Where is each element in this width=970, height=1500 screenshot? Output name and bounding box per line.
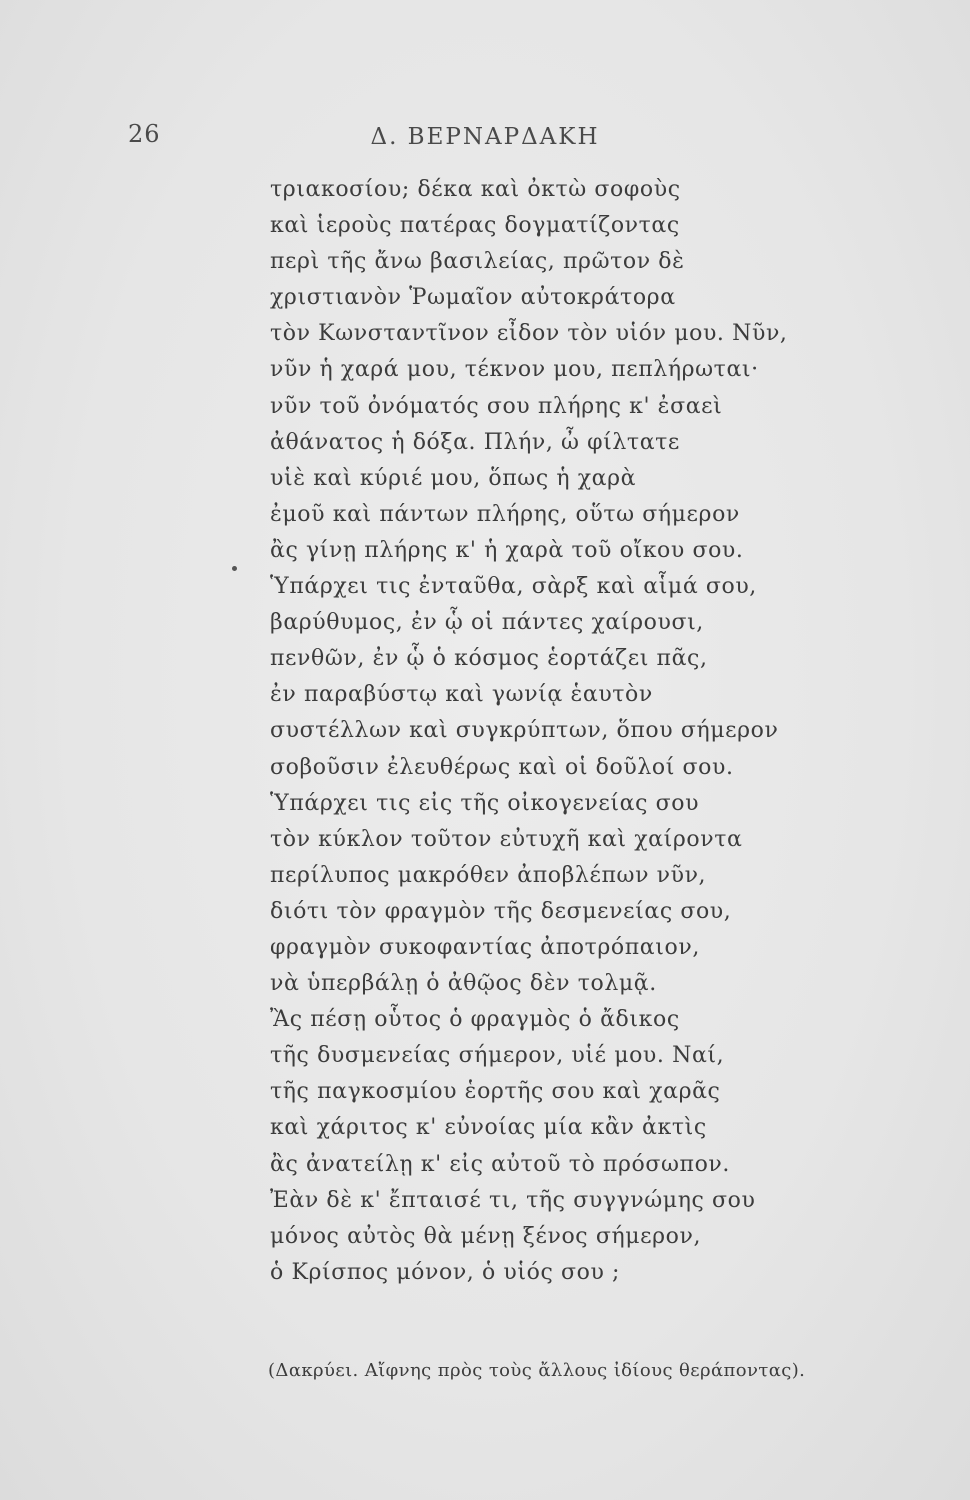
verse-line: τῆς δυσμενείας σήμερον, υἱέ μου. Ναί, — [270, 1043, 725, 1069]
verse-line: τριακοσίου; δέκα καὶ ὀκτὼ σοφοὺς — [270, 177, 681, 202]
verse-line: Ὑπάρχει τις εἰς τῆς οἰκογενείας σου — [270, 790, 700, 816]
verse-line: καὶ ἱεροὺς πατέρας δογματίζοντας — [270, 213, 680, 239]
verse-line: πενθῶν, ἐν ᾧ ὁ κόσμος ἑορτάζει πᾶς, — [270, 646, 708, 672]
verse-line: χριστιανὸν Ῥωμαῖον αὐτοκράτορα — [270, 285, 676, 311]
verse-line: μόνος αὐτὸς θὰ μένῃ ξένος σήμερον, — [270, 1223, 702, 1249]
verse-block — [270, 172, 788, 1291]
verse-line: ὁ Κρίσπος μόνον, ὁ υἱός σου ; — [270, 1259, 621, 1285]
verse-line: διότι τὸν φραγμὸν τῆς δεσμενείας σου, — [270, 898, 732, 924]
verse-line: νῦν ἡ χαρά μου, τέκνον μου, πεπλήρωται· — [270, 357, 759, 383]
verse-line: ἂς γίνῃ πλήρης κ' ἡ χαρὰ τοῦ οἴκου σου. — [270, 537, 744, 563]
verse-line: περίλυπος μακρόθεν ἀποβλέπων νῦν, — [270, 862, 707, 888]
verse-line: νῦν τοῦ ὀνόματός σου πλήρης κ' ἐσαεὶ — [270, 393, 723, 419]
verse-line: συστέλλων καὶ συγκρύπτων, ὅπου σήμερον — [270, 718, 779, 744]
verse-line: ἂς ἀνατείλῃ κ' εἰς αὐτοῦ τὸ πρόσωπον. — [270, 1151, 730, 1177]
verse-line: καὶ χάριτος κ' εὐνοίας μία κἂν ἀκτὶς — [270, 1115, 707, 1141]
verse-line: τὸν Κωνσταντῖνον εἶδον τὸν υἱόν μου. Νῦν, — [270, 321, 788, 347]
verse-line: ἐμοῦ καὶ πάντων πλήρης, οὕτω σήμερον — [270, 501, 740, 527]
verse-line: σοβοῦσιν ἐλευθέρως καὶ οἱ δοῦλοί σου. — [270, 754, 734, 780]
verse-line: ἐν παραβύστῳ καὶ γωνίᾳ ἑαυτὸν — [270, 682, 653, 708]
verse-line: νὰ ὑπερβάλῃ ὁ ἀθῷος δὲν τολμᾷ. — [270, 971, 657, 997]
verse-line: τῆς παγκοσμίου ἑορτῆς σου καὶ χαρᾶς — [270, 1079, 721, 1105]
margin-dot-mark — [232, 566, 237, 571]
verse-line: υἱὲ καὶ κύριέ μου, ὅπως ἡ χαρὰ — [270, 465, 637, 491]
stage-direction: (Δακρύει. Αἴφνης πρὸς τοὺς ἄλλους ἰδίους θεράποντας). — [268, 1360, 806, 1381]
page-number: 26 — [128, 120, 161, 148]
verse-line: Ὑπάρχει τις ἐνταῦθα, σὰρξ καὶ αἷμά σου, — [270, 574, 757, 600]
verse-line: Ἐὰν δὲ κ' ἔπταισέ τι, τῆς συγγνώμης σου — [270, 1187, 756, 1213]
verse-line: ἀθάνατος ἡ δόξα. Πλήν, ὦ φίλτατε — [270, 429, 680, 455]
verse-line: Ἂς πέσῃ οὗτος ὁ φραγμὸς ὁ ἄδικος — [270, 1007, 680, 1033]
verse-line: βαρύθυμος, ἐν ᾧ οἱ πάντες χαίρουσι, — [270, 610, 704, 636]
running-head: Δ. ΒΕΡΝΑΡΔΑΚΗ — [370, 124, 600, 150]
verse-line: περὶ τῆς ἄνω βασιλείας, πρῶτον δὲ — [270, 249, 685, 275]
verse-line: τὸν κύκλον τοῦτον εὐτυχῆ καὶ χαίροντα — [270, 826, 743, 852]
verse-line: φραγμὸν συκοφαντίας ἀποτρόπαιον, — [270, 934, 700, 960]
